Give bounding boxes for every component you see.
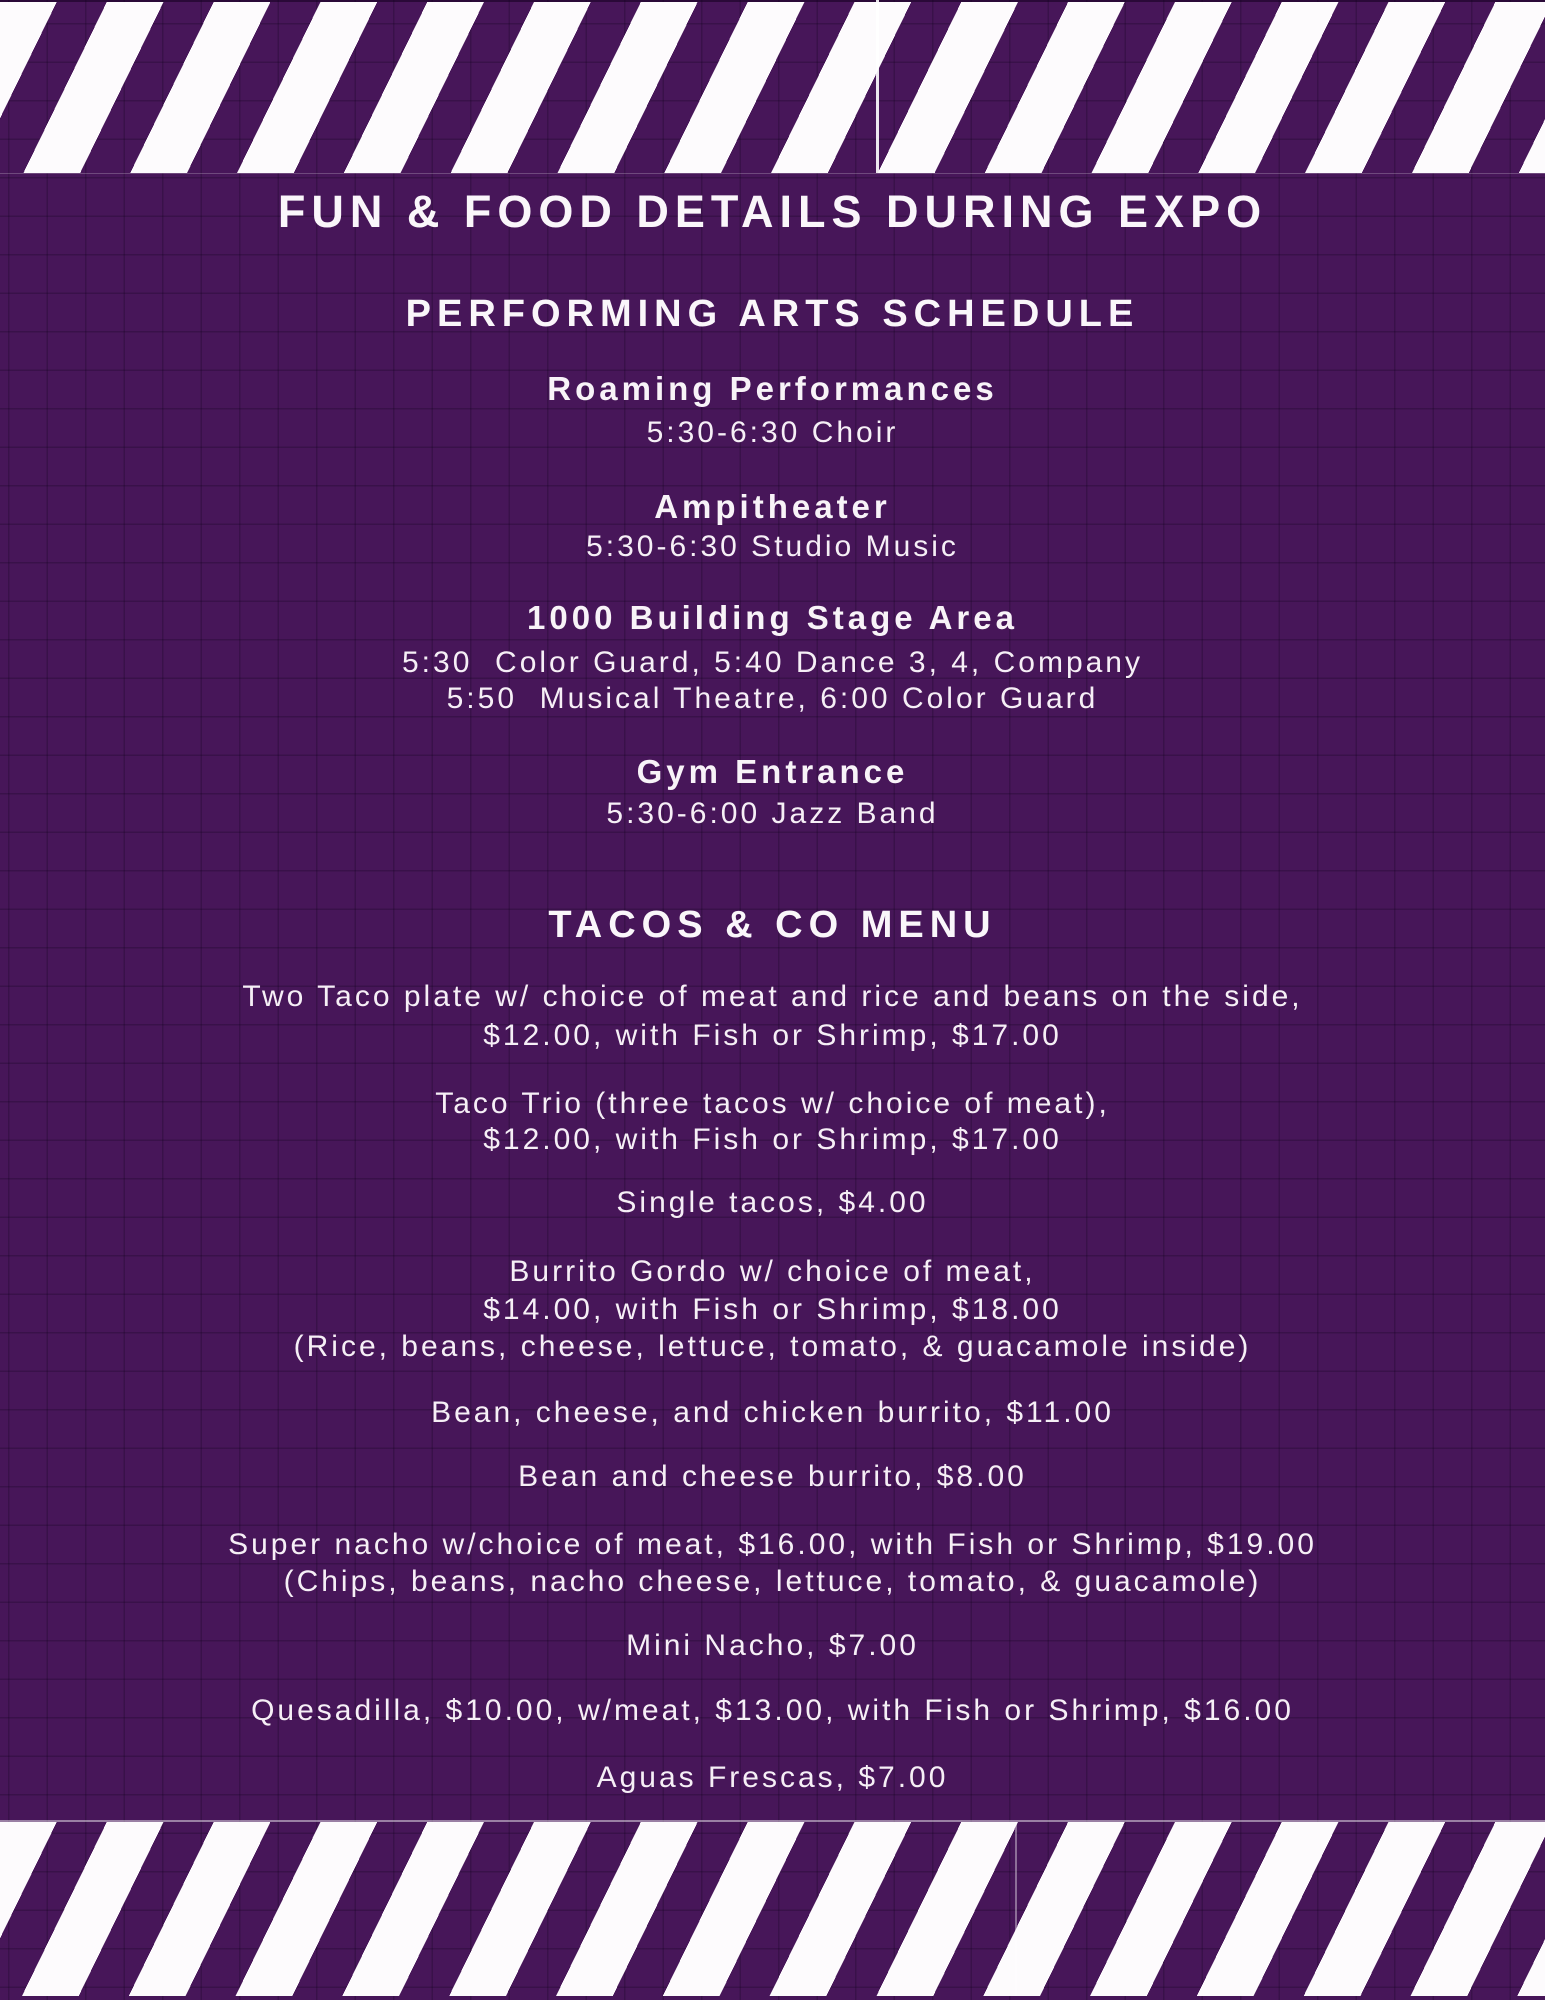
venue-name-roaming: Roaming Performances (547, 370, 998, 407)
menu-header: TACOS & CO MENU (548, 904, 997, 946)
bottom-stripe-border (0, 1822, 1545, 1996)
bottom-band-separator-line (0, 1820, 1545, 1822)
top-band-separator-line (0, 173, 1545, 174)
menu-item-line: $12.00, with Fish or Shrimp, $17.00 (483, 1019, 1062, 1052)
top-stripe-border (0, 2, 1545, 173)
menu-item-line: $12.00, with Fish or Shrimp, $17.00 (483, 1123, 1062, 1156)
schedule-line: 5:30-6:30 Studio Music (586, 530, 959, 563)
menu-item-line: Taco Trio (three tacos w/ choice of meat), (435, 1087, 1110, 1120)
menu-item-line: Two Taco plate w/ choice of meat and rice and beans on the side, (242, 980, 1303, 1013)
menu-item-line: Mini Nacho, $7.00 (626, 1629, 919, 1662)
top-edge-line (0, 0, 1545, 2)
menu-item-line: Burrito Gordo w/ choice of meat, (509, 1255, 1036, 1288)
menu-item-line: Quesadilla, $10.00, w/meat, $13.00, with Fish or Shrimp, $16.00 (251, 1694, 1294, 1727)
menu-item-line: Aguas Frescas, $7.00 (596, 1761, 949, 1794)
menu-item-line: Bean, cheese, and chicken burrito, $11.00 (431, 1396, 1114, 1429)
menu-item-line: Super nacho w/choice of meat, $16.00, with Fish or Shrimp, $19.00 (228, 1528, 1317, 1561)
venue-name-gym-entrance: Gym Entrance (636, 753, 909, 790)
venue-name-1000-building: 1000 Building Stage Area (527, 599, 1018, 636)
menu-item-line: Bean and cheese burrito, $8.00 (518, 1460, 1027, 1493)
schedule-line: 5:30-6:00 Jazz Band (606, 797, 939, 830)
venue-name-ampitheater: Ampitheater (654, 488, 891, 525)
menu-item-line: (Rice, beans, cheese, lettuce, tomato, & guacamole inside) (293, 1330, 1252, 1363)
page-title: FUN & FOOD DETAILS DURING EXPO (277, 186, 1268, 237)
bottom-seam-artifact (1015, 1822, 1017, 1996)
schedule-line: 5:30 Color Guard, 5:40 Dance 3, 4, Company (401, 646, 1143, 679)
schedule-line: 5:30-6:30 Choir (646, 416, 899, 449)
top-seam-artifact (876, 0, 879, 173)
menu-item-line: $14.00, with Fish or Shrimp, $18.00 (483, 1293, 1062, 1326)
menu-item-line: (Chips, beans, nacho cheese, lettuce, tomato, & guacamole) (283, 1565, 1262, 1598)
performing-arts-header: PERFORMING ARTS SCHEDULE (405, 293, 1140, 335)
schedule-line: 5:50 Musical Theatre, 6:00 Color Guard (446, 682, 1099, 715)
menu-item-line: Single tacos, $4.00 (616, 1186, 929, 1219)
